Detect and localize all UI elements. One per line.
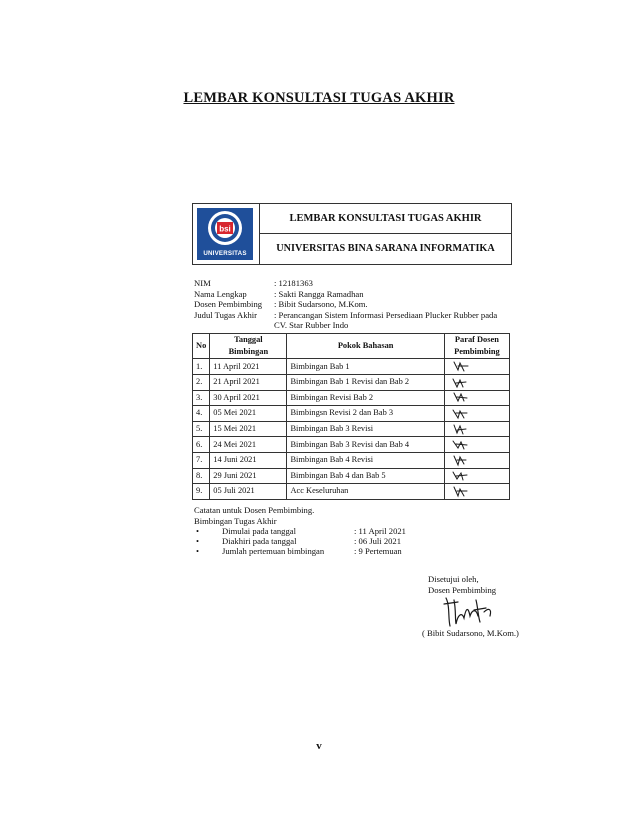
row-topic: Bimbingan Bab 4 dan Bab 5 [287,468,444,484]
thesis-label: Judul Tugas Akhir [194,309,258,320]
row-signature [444,374,509,390]
row-signature [444,468,509,484]
note-value: : 9 Pertemuan [354,546,402,557]
note-label: Diakhiri pada tanggal [222,536,297,547]
logo-label: UNIVERSITAS [203,249,247,257]
paraf-icon [448,391,478,404]
table-header-row [193,334,510,359]
paraf-icon [448,360,478,373]
row-signature [444,452,509,468]
row-no: 8. [193,468,210,484]
row-no: 7. [193,452,210,468]
row-date: 29 Juni 2021 [210,468,287,484]
table-row [193,359,510,375]
row-no: 5. [193,421,210,437]
note-label: Dimulai pada tanggal [222,526,296,536]
row-date: 24 Mei 2021 [210,437,287,453]
header-date-line2: Bimbingan [228,347,269,357]
table-row [193,390,510,406]
name-value: : Sakti Rangga Ramadhan [274,288,364,299]
table-row [193,468,510,484]
advisor-label: Dosen Pembimbing [194,299,263,309]
header-sign-line1: Paraf Dosen [454,335,499,344]
header-no: No [193,334,210,359]
row-no: 1. [193,359,210,375]
identity-row-thesis [194,310,512,332]
paraf-icon [448,485,478,498]
row-signature [444,437,509,453]
row-topic: Acc Keseluruhan [287,484,444,500]
thesis-value: : Perancangan Sistem Informasi Persediaan Plucker Rubber pada CV. Star Rubber Indo [274,309,498,330]
notes-heading: Catatan untuk Dosen Pembimbing. [194,505,315,515]
paraf-icon [448,407,478,420]
student-identity [194,278,512,332]
sheet-header [192,203,512,265]
row-no: 4. [193,406,210,422]
header-date-line1: Tanggal [234,335,263,344]
identity-row-name [194,289,512,300]
header-sign-line2: Pembimbing [454,347,500,357]
table-row [193,437,510,453]
table-row [193,452,510,468]
bullet-icon: • [196,546,200,557]
row-no: 2. [193,374,210,390]
university-logo [197,208,253,260]
table-body [193,359,510,499]
row-topic: Bimbingan Bab 3 Revisi dan Bab 4 [287,437,444,453]
notes-subheading: Bimbingan Tugas Akhir [194,515,277,526]
identity-row-advisor [194,299,512,310]
row-topic: Bimbingan Bab 3 Revisi [287,421,444,437]
row-date: 30 April 2021 [210,390,287,406]
note-item-start [194,526,512,536]
row-signature [444,406,509,422]
row-signature [444,484,509,500]
header-sign [444,334,509,359]
row-date: 14 Juni 2021 [210,452,287,468]
header-topic: Pokok Bahasan [287,334,444,359]
row-no: 3. [193,390,210,406]
row-signature [444,390,509,406]
row-date: 05 Juli 2021 [210,484,287,500]
approval-line1: Disetujui oleh, [428,574,479,584]
bullet-icon: • [196,536,200,547]
approval-block [422,574,548,638]
identity-row-nim [194,278,512,289]
approval-line2: Dosen Pembimbing [428,584,497,595]
paraf-icon [448,454,478,467]
logo-emblem-icon [197,208,253,248]
paraf-icon [448,469,478,482]
note-label: Jumlah pertemuan bimbingan [222,546,325,557]
row-no: 6. [193,437,210,453]
page-number: v [316,740,322,752]
row-signature [444,421,509,437]
note-value: : 11 April 2021 [354,526,406,536]
page-title: LEMBAR KONSULTASI TUGAS AKHIR [183,90,455,106]
svg-text:bsi: bsi [219,224,231,234]
table-row [193,484,510,500]
row-date: 21 April 2021 [210,374,287,390]
row-topic: Bimbingan Bab 1 Revisi dan Bab 2 [287,374,444,390]
name-label: Nama Lengkap [194,288,247,299]
row-topic: Bimbingan Bab 1 [287,359,444,375]
header-date [210,334,287,359]
advisor-value: : Bibit Sudarsono, M.Kom. [274,299,368,309]
note-item-end [194,536,512,546]
note-value: : 06 Juli 2021 [354,536,402,547]
advisor-name: ( Bibit Sudarsono, M.Kom.) [422,628,519,638]
paraf-icon [448,423,478,436]
row-no: 9. [193,484,210,500]
advisor-signature-icon [440,594,500,628]
university-name: UNIVERSITAS BINA SARANA INFORMATIKA [276,243,495,254]
logo-cell [193,204,260,264]
advisor-notes [194,505,512,557]
paraf-icon [448,438,478,451]
nim-value: : 12181363 [274,278,313,288]
paraf-icon [448,376,478,389]
nim-label: NIM [194,278,211,288]
bullet-icon: • [196,526,200,536]
row-date: 15 Mei 2021 [210,421,287,437]
table-row [193,421,510,437]
table-row [193,374,510,390]
consultation-table [192,333,510,500]
row-signature [444,359,509,375]
sheet-title: LEMBAR KONSULTASI TUGAS AKHIR [260,204,511,234]
row-topic: Bimbingsn Revisi 2 dan Bab 3 [287,406,444,422]
row-date: 05 Mei 2021 [210,406,287,422]
consultation-sheet [192,203,519,653]
table-row [193,406,510,422]
row-topic: Bimbingan Revisi Bab 2 [287,390,444,406]
note-item-count [194,546,512,556]
row-topic: Bimbingan Bab 4 Revisi [287,452,444,468]
row-date: 11 April 2021 [210,359,287,375]
